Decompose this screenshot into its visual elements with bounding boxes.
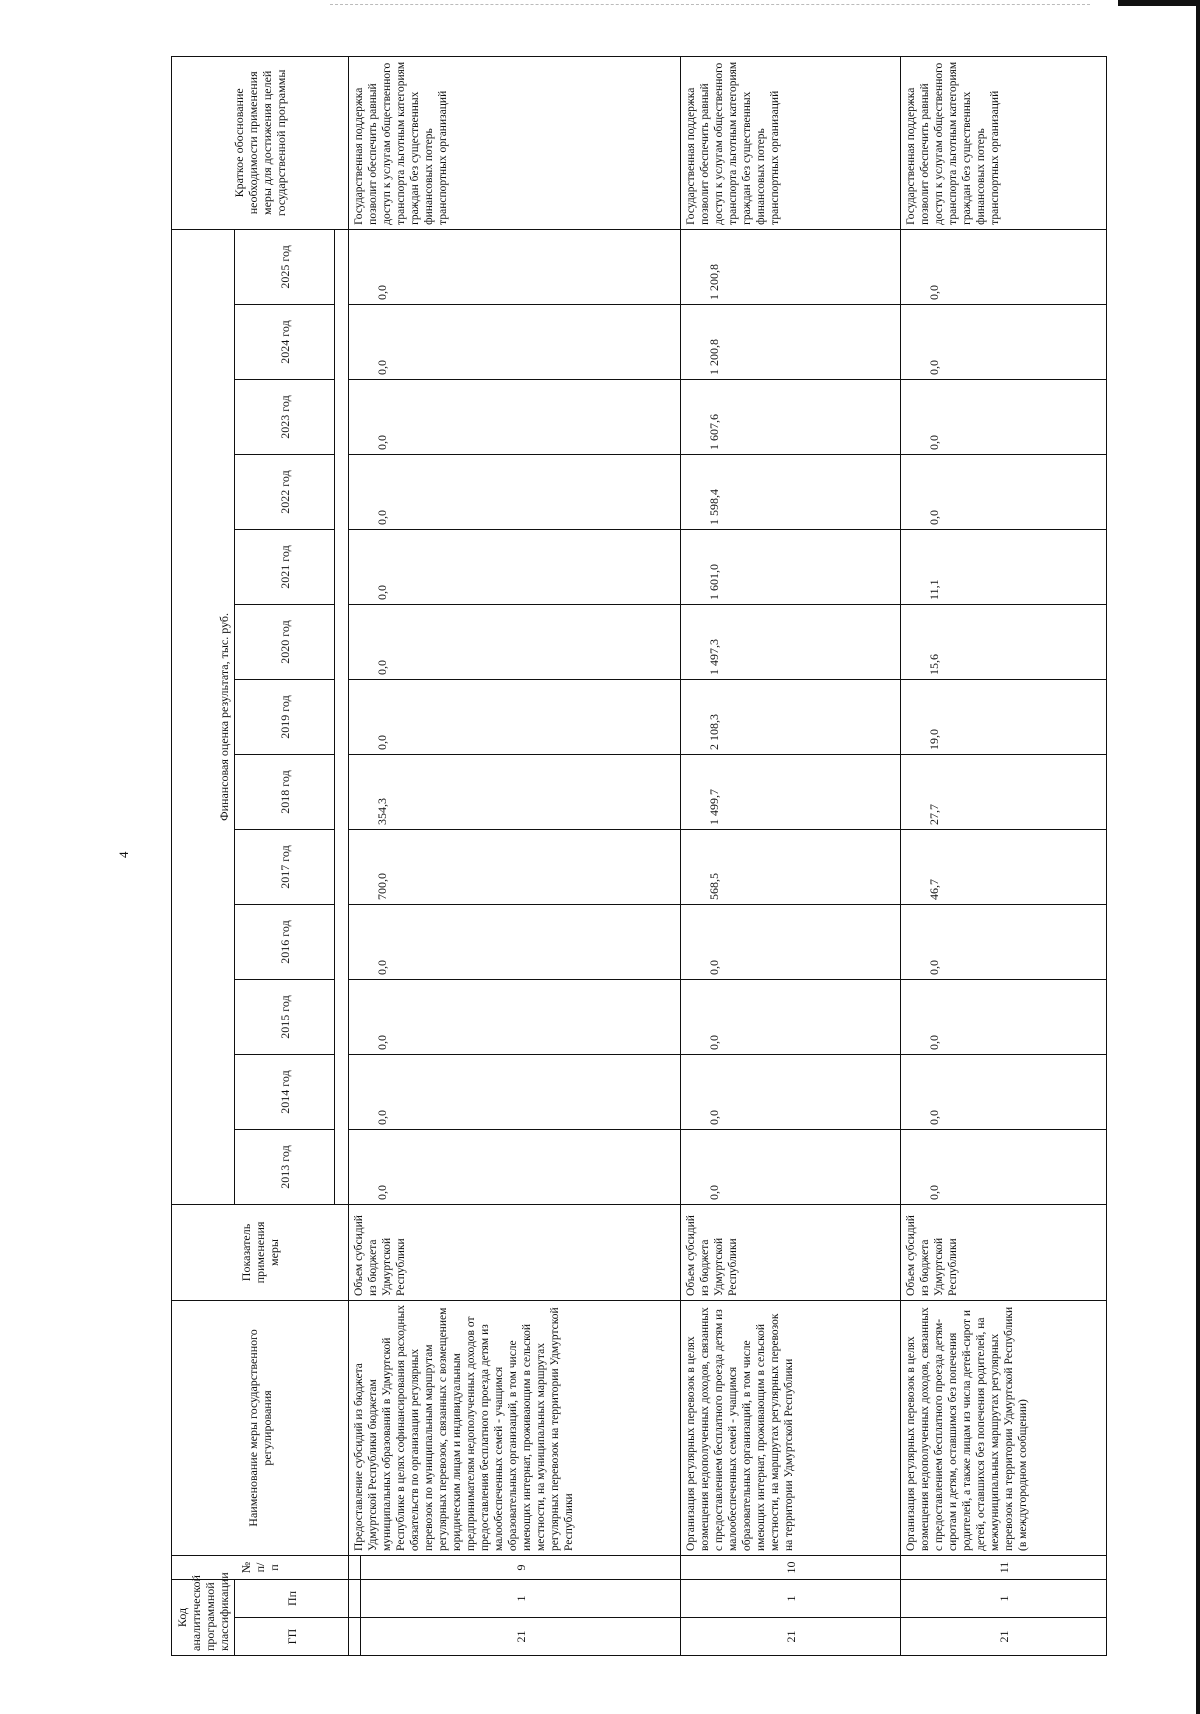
value-cell: 1 200,8	[681, 229, 901, 304]
value-cell: 0,0	[349, 604, 681, 679]
code-pp: 1	[361, 1579, 681, 1617]
header-year: 2024 год	[235, 304, 335, 379]
justification: Государственная поддержка позволит обеспечить равный доступ к услугам общественного транспорта льготным категориям граждан без существенных финансовых потерь транспортных организаций	[901, 56, 1107, 229]
value-cell: 1 601,0	[681, 529, 901, 604]
cell-empty	[349, 1555, 361, 1579]
value-cell: 1 499,7	[681, 754, 901, 829]
page-number: 4	[116, 851, 131, 858]
header-code-group: Код аналитической программной классификации	[172, 1579, 235, 1655]
code-gp: 21	[681, 1618, 901, 1656]
measure-name: Организация регулярных перевозок в целях возмещения недополученных доходов, связанных с предоставлением бесплатного проезда детям из малообеспеченных семей - учащимся образовательных организаций, в том числе имеющих интернат, проживающим в сельской местности, на маршрутах регулярных перевозок на территории Удмуртской Республики	[681, 1300, 901, 1555]
justification: Государственная поддержка позволит обеспечить равный доступ к услугам общественного транспорта льготным категориям граждан без существенных финансовых потерь транспортных организаций	[349, 56, 681, 229]
value-cell: 0,0	[901, 304, 1107, 379]
value-cell: 0,0	[901, 379, 1107, 454]
value-cell: 15,6	[901, 604, 1107, 679]
rotated-table-container	[171, 58, 1083, 1656]
row-number: 9	[361, 1555, 681, 1579]
header-year: 2016 год	[235, 904, 335, 979]
header-num: № п/п	[172, 1555, 349, 1579]
value-cell: 0,0	[349, 304, 681, 379]
value-cell: 0,0	[901, 904, 1107, 979]
value-cell: 1 200,8	[681, 304, 901, 379]
code-pp: 1	[681, 1579, 901, 1617]
header-financial-group: Финансовая оценка результата, тыс. руб.	[172, 229, 235, 1204]
value-cell: 0,0	[349, 1054, 681, 1129]
indicator: Объем субсидий из бюджета Удмуртской Республики	[349, 1204, 681, 1300]
value-cell: 1 607,6	[681, 379, 901, 454]
header-indicator: Показатель применения меры	[172, 1204, 349, 1300]
code-gp: 21	[901, 1618, 1107, 1656]
value-cell: 0,0	[901, 229, 1107, 304]
header-year: 2025 год	[235, 229, 335, 304]
value-cell: 700,0	[349, 829, 681, 904]
value-cell: 0,0	[349, 454, 681, 529]
value-cell: 0,0	[349, 229, 681, 304]
header-year: 2022 год	[235, 454, 335, 529]
value-cell: 0,0	[349, 679, 681, 754]
code-pp: 1	[901, 1579, 1107, 1617]
value-cell: 27,7	[901, 754, 1107, 829]
row-number: 11	[901, 1555, 1107, 1579]
header-code-gp: ГП	[235, 1618, 349, 1656]
header-year: 2013 год	[235, 1129, 335, 1204]
scan-right-edge	[1196, 0, 1200, 1714]
header-year: 2021 год	[235, 529, 335, 604]
header-year: 2020 год	[235, 604, 335, 679]
value-cell: 1 598,4	[681, 454, 901, 529]
measure-name: Организация регулярных перевозок в целях возмещения недополученных доходов, связанных с предоставлением бесплатного проезда детям-сиротам и детям, оставшимся без попечения родителей, а также лицам из числа детей-сирот и детей, оставшихся без попечения родителей, на межмуниципальных маршрутах регулярных перевозок на территории Удмуртской Республики (в междугородном сообщении)	[901, 1300, 1107, 1555]
cell-empty	[349, 1618, 361, 1656]
header-year: 2017 год	[235, 829, 335, 904]
header-year: 2018 год	[235, 754, 335, 829]
measure-name: Предоставление субсидий из бюджета Удмуртской Республики бюджетам муниципальных образований в Удмуртской Республике в целях софинансирования расходных обязательств по организации регулярных перевозок по муниципальным маршрутам регулярных перевозок, связанных с возмещением юридическим лицам и индивидуальным предпринимателям недополученных доходов от предоставления бесплатного проезда детям из малообеспеченных семей - учащимся образовательных организаций, в том числе имеющих интернат, проживающим в сельской местности, на муниципальных маршрутах регулярных перевозок на территории Удмуртской Республики	[349, 1300, 681, 1555]
scan-dash-line	[330, 4, 1090, 5]
header-justification: Краткое обоснование необходимости применения меры для достижения целей государственной программы	[172, 56, 349, 229]
value-cell: 0,0	[349, 379, 681, 454]
row-number: 10	[681, 1555, 901, 1579]
value-cell: 0,0	[681, 904, 901, 979]
justification: Государственная поддержка позволит обеспечить равный доступ к услугам общественного транспорта льготным категориям граждан без существенных финансовых потерь транспортных организаций	[681, 56, 901, 229]
value-cell: 568,5	[681, 829, 901, 904]
value-cell: 0,0	[901, 979, 1107, 1054]
header-code-pp: Пп	[235, 1579, 349, 1617]
value-cell: 11,1	[901, 529, 1107, 604]
value-cell: 0,0	[349, 1129, 681, 1204]
value-cell: 0,0	[349, 979, 681, 1054]
value-cell: 0,0	[901, 1129, 1107, 1204]
indicator: Объем субсидий из бюджета Удмуртской Республики	[681, 1204, 901, 1300]
header-year: 2014 год	[235, 1054, 335, 1129]
value-cell: 2 108,3	[681, 679, 901, 754]
value-cell: 1 497,3	[681, 604, 901, 679]
header-year: 2015 год	[235, 979, 335, 1054]
header-year: 2023 год	[235, 379, 335, 454]
measures-table	[171, 56, 1107, 1656]
header-measure-name: Наименование меры государственного регулирования	[172, 1300, 349, 1555]
value-cell: 0,0	[901, 454, 1107, 529]
code-gp: 21	[361, 1618, 681, 1656]
value-cell: 0,0	[349, 529, 681, 604]
header-year: 2019 год	[235, 679, 335, 754]
value-cell: 0,0	[349, 904, 681, 979]
value-cell: 0,0	[681, 1054, 901, 1129]
header-spacer	[335, 229, 349, 1204]
indicator: Объем субсидий из бюджета Удмуртской Республики	[901, 1204, 1107, 1300]
value-cell: 0,0	[681, 1129, 901, 1204]
value-cell: 0,0	[681, 979, 901, 1054]
value-cell: 46,7	[901, 829, 1107, 904]
value-cell: 354,3	[349, 754, 681, 829]
cell-empty	[349, 1579, 361, 1617]
value-cell: 19,0	[901, 679, 1107, 754]
value-cell: 0,0	[901, 1054, 1107, 1129]
